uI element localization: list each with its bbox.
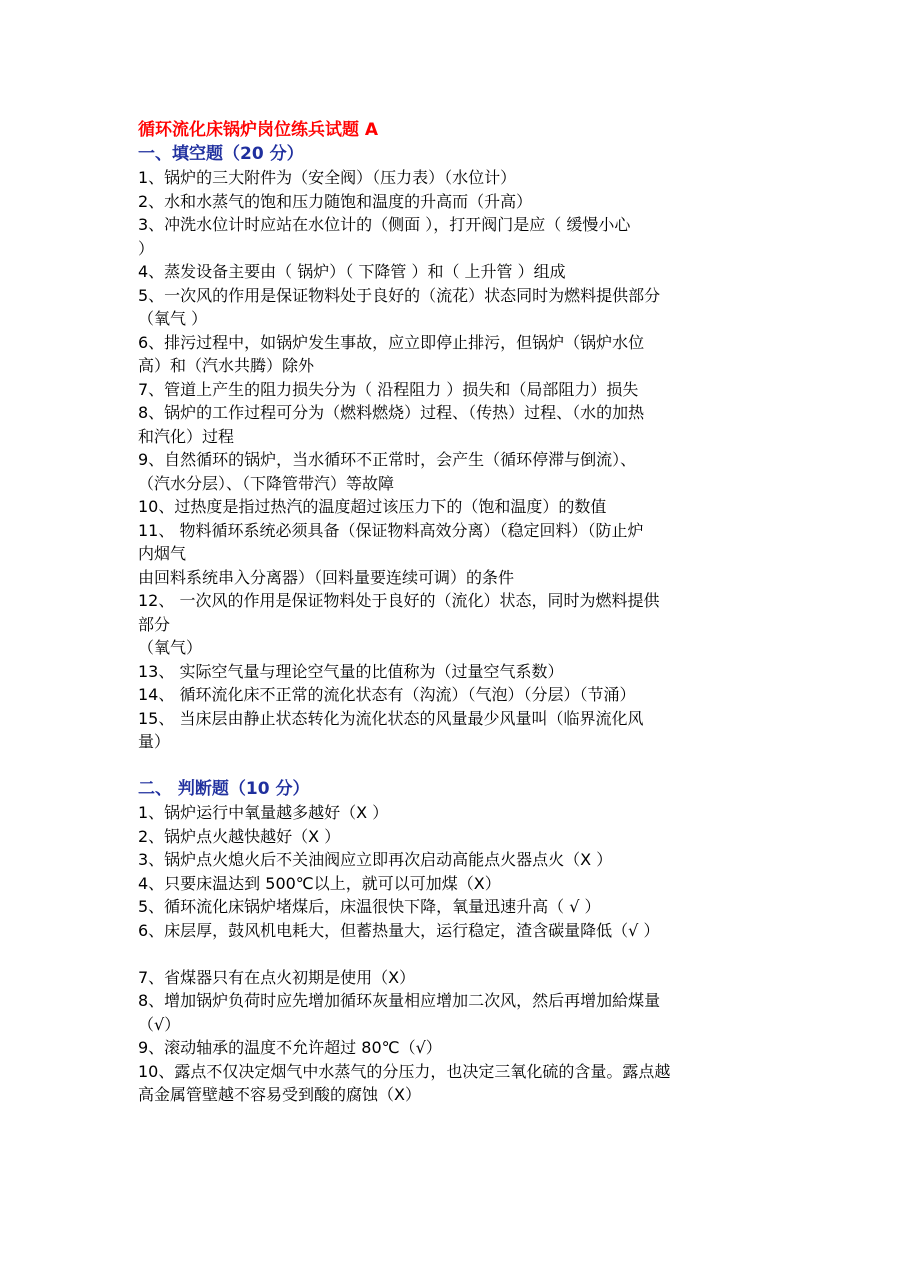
question-line: 10、露点不仅决定烟气中水蒸气的分压力，也决定三氧化硫的含量。露点越 (138, 1061, 671, 1081)
question-item (138, 848, 778, 872)
question-item (138, 707, 778, 754)
question-item (138, 260, 778, 284)
question-line: （氧气） (138, 638, 203, 657)
question-item (138, 1060, 778, 1107)
question-line: （汽水分层）、（下降管带汽）等故障 (138, 473, 395, 493)
question-item (138, 872, 778, 896)
question-line: 内烟气 (138, 544, 187, 563)
item-gap (138, 942, 778, 966)
question-line: 高金属管壁越不容易受到酸的腐蚀（X） (138, 1085, 421, 1104)
question-line: 10、过热度是指过热汽的温度超过该压力下的（饱和温度）的数值 (138, 497, 607, 516)
question-line: 3、锅炉点火熄火后不关油阀应立即再次启动高能点火器点火（X ） (138, 850, 613, 869)
question-item (138, 378, 778, 402)
document-page (138, 118, 778, 1107)
question-line: 8、锅炉的工作过程可分为（燃料燃烧）过程、（传热）过程、（水的加热 (138, 403, 645, 422)
question-line: 部分 (138, 614, 171, 634)
section-heading-fill-in: 一、填空题（20 分） (138, 144, 304, 164)
question-item (138, 825, 778, 849)
question-line: 9、滚动轴承的温度不允许超过 80℃（√） (138, 1038, 442, 1057)
question-item (138, 166, 778, 190)
question-line: 15、 当床层由静止状态转化为流化状态的风量最少风量叫（临界流化风 (138, 708, 644, 728)
question-item (138, 1036, 778, 1060)
true-false-question-list (138, 801, 778, 1107)
question-line: 4、蒸发设备主要由（ 锅炉）（ 下降管 ）和（ 上升管 ）组成 (138, 262, 566, 281)
question-item (138, 660, 778, 684)
section-gap (138, 754, 778, 778)
question-item (138, 495, 778, 519)
question-item (138, 213, 778, 260)
section-heading-true-false: 二、 判断题（10 分） (138, 779, 310, 799)
question-item (138, 801, 778, 825)
question-line: 6、床层厚，鼓风机电耗大，但蓄热量大，运行稳定，渣含碳量降低（√ ） (138, 920, 660, 940)
question-item (138, 448, 778, 495)
question-line: 12、 一次风的作用是保证物料处于良好的（流化）状态，同时为燃料提供 (138, 591, 660, 610)
question-line: 3、冲洗水位计时应站在水位计的（侧面 ），打开阀门是应（ 缓慢小心 (138, 215, 631, 234)
question-line: 1、锅炉的三大附件为（安全阀）（压力表）（水位计） (138, 168, 517, 187)
question-item (138, 401, 778, 448)
question-line: 7、省煤器只有在点火初期是使用（X） (138, 967, 416, 987)
question-item (138, 589, 778, 660)
question-item (138, 284, 778, 331)
fill-in-question-list (138, 166, 778, 754)
question-line: （√） (138, 1014, 181, 1034)
question-line: 14、 循环流化床不正常的流化状态有（沟流）（气泡）（分层）（节涌） (138, 685, 636, 704)
question-line: 量） (138, 732, 171, 751)
question-line: 7、管道上产生的阻力损失分为（ 沿程阻力 ）损失和（局部阻力）损失 (138, 379, 639, 399)
question-line: 11、 物料循环系统必须具备（保证物料高效分离）（稳定回料）（防止炉 (138, 520, 644, 540)
question-line: 8、增加锅炉负荷时应先增加循环灰量相应增加二次风，然后再增加給煤量 (138, 991, 661, 1010)
question-line: 5、循环流化床锅炉堵煤后，床温很快下降，氧量迅速升高（ √ ） (138, 897, 601, 916)
question-line: 9、自然循环的锅炉，当水循环不正常时，会产生（循环停滞与倒流）、 (138, 450, 637, 469)
document-title: 循环流化床锅炉岗位练兵试题 A (138, 120, 379, 140)
question-item (138, 683, 778, 707)
question-item (138, 519, 778, 590)
question-line: 4、只要床温达到 500℃以上，就可以可加煤（X） (138, 873, 501, 893)
question-line: 由回料系统串入分离器）（回料量要连续可调）的条件 (138, 567, 515, 587)
question-line: 13、 实际空气量与理论空气量的比值称为（过量空气系数） (138, 661, 564, 681)
question-item (138, 190, 778, 214)
question-line: （氧气 ） (138, 309, 208, 328)
question-item (138, 919, 778, 943)
question-item (138, 895, 778, 919)
question-item (138, 966, 778, 990)
question-line: 2、锅炉点火越快越好（X ） (138, 826, 341, 846)
question-line: 6、排污过程中，如锅炉发生事故，应立即停止排污，但锅炉（锅炉水位 (138, 332, 645, 352)
question-line: 2、水和水蒸气的饱和压力随饱和温度的升高而（升高） (138, 191, 533, 211)
question-line: 5、一次风的作用是保证物料处于良好的（流花）状态同时为燃料提供部分 (138, 285, 661, 305)
question-line: 和汽化）过程 (138, 426, 235, 446)
question-item (138, 331, 778, 378)
question-line: 1、锅炉运行中氧量越多越好（X ） (138, 803, 389, 822)
question-item (138, 989, 778, 1036)
question-line: ） (138, 238, 155, 258)
question-line: 高）和（汽水共腾）除外 (138, 356, 315, 375)
